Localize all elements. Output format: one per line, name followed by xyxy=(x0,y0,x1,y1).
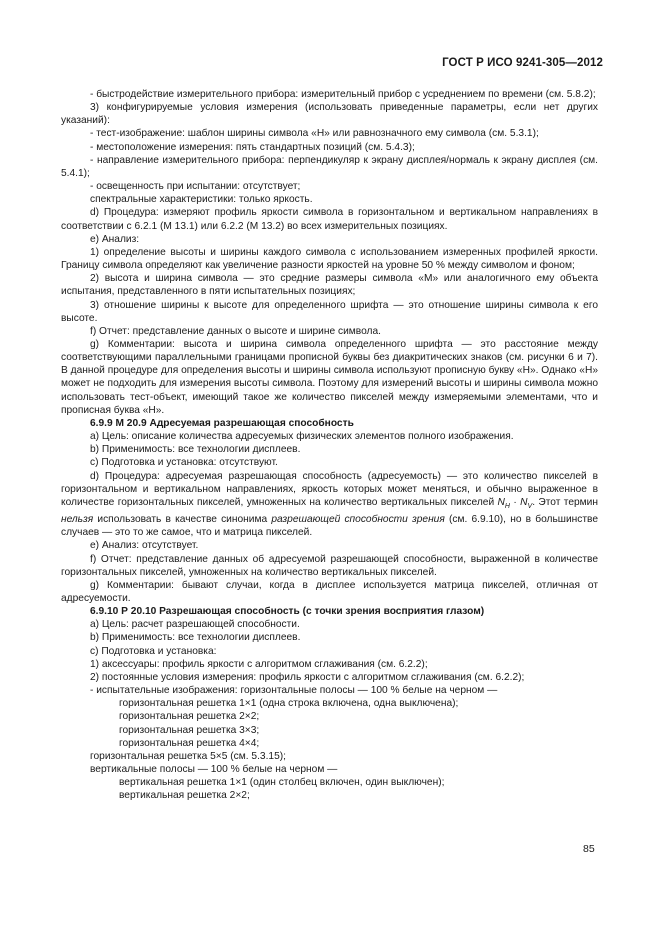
text-span: . Этот термин xyxy=(532,496,598,508)
paragraph: c) Подготовка и установка: xyxy=(90,645,217,657)
paragraph: - освещенность при испытании: отсутствует; xyxy=(90,181,301,193)
paragraph: - испытательные изображения: горизонтальные полосы — 100 % белые на черном — xyxy=(90,685,498,697)
paragraph: f) Отчет: представление данных об адресуемой разрешающей способности, выраженной в количестве горизонтальных пикселей, умноженных на количество вертикальных пикселей. xyxy=(61,553,598,578)
list-item: горизонтальная решетка 1×1 (одна строка включена, одна выключена); xyxy=(119,698,459,710)
text-span: (см. 6.9.10), но в большинстве случаев — это то же самое, что и матрица пикселей. xyxy=(61,514,598,539)
list-item: горизонтальная решетка 5×5 (см. 5.3.15); xyxy=(90,750,286,762)
text-span: d) Процедура: адресуемая разрешающая способность (адресуемость) — это количество пикселей в горизонтальном и вертикальном направлениях, яркость которых может меняться, и обычно выраженное в количестве горизонтальных пикселей, умноженных на количество вертикальных пикселей xyxy=(61,470,598,508)
emphasis-text: нельзя xyxy=(61,514,94,526)
formula-nh: $N_H$ xyxy=(497,496,510,510)
emphasis-text: разрешающей способности зрения xyxy=(271,514,445,526)
paragraph: 3) конфигурируемые условия измерения (использовать приведенные параметры, если нет других указаний): xyxy=(61,102,598,127)
paragraph: 1) аксессуары: профиль яркости с алгоритмом сглаживания (см. 6.2.2); xyxy=(90,658,428,670)
list-item: горизонтальная решетка 4×4; xyxy=(119,737,260,749)
paragraph: спектральные характеристики: только яркость. xyxy=(90,194,313,206)
list-item: горизонтальная решетка 2×2; xyxy=(119,711,260,723)
paragraph: g) Комментарии: бывают случаи, когда в дисплее используется матрица пикселей, отличная от адресуемости. xyxy=(61,579,598,604)
paragraph: a) Цель: расчет разрешающей способности. xyxy=(90,619,300,631)
document-header: ГОСТ Р ИСО 9241-305—2012 xyxy=(442,57,603,69)
paragraph: b) Применимость: все технологии дисплеев. xyxy=(90,444,301,456)
page-body xyxy=(61,88,598,802)
paragraph: - тест-изображение: шаблон ширины символа «Н» или равнозначного ему символа (см. 5.3.1); xyxy=(90,128,539,140)
paragraph: e) Анализ: xyxy=(90,233,140,245)
paragraph: d) Процедура: измеряют профиль яркости символа в горизонтальном и вертикальном направлениях в соответствии с 6.2.1 (М 13.1) или 6.2.2 (М 13.2) во всех измерительных позициях. xyxy=(61,207,598,232)
paragraph-procedure: d) Процедура: адресуемая разрешающая способность (адресуемость) — это количество пикселей в горизонтальном и вертикальном направлениях, яркость которых может меняться, и обычно выраженное в количестве горизонтальных пикселей, умноженных на количество вертикальных пикселей $N_H \cdot N_V$. Этот термин нельзя использовать в качестве синонима разрешающей способности зрения (см. 6.9.10), но в большинстве случаев — это то же самое, что и матрица пикселей. xyxy=(61,470,598,539)
formula-nv: $N_V$ xyxy=(520,496,533,510)
list-item: вертикальная решетка 2×2; xyxy=(119,790,250,802)
section-heading: 6.9.10 Р 20.10 Разрешающая способность (с точки зрения восприятия глазом) xyxy=(90,606,485,618)
list-item: вертикальная решетка 1×1 (один столбец включен, один выключен); xyxy=(119,777,445,789)
section-heading: 6.9.9 М 20.9 Адресуемая разрешающая способность xyxy=(90,417,354,429)
paragraph: g) Комментарии: высота и ширина символа определенного шрифта — это расстояние между соответствующими параллельными границами прописной буквы без диакритических знаков (см. рисунки 6 и 7). В данной процедуре для определения высоты и ширины символа используют прописную букву «Н». Однако «Н» может не подходить для измерения высоты символа. Поэтому для измерений высоты и ширины символа можно использовать тест-объект, имеющий такое же количество пикселей между измеряемыми элементами, что и прописная буква «Н». xyxy=(61,338,598,416)
paragraph: 3) отношение ширины к высоте для определенного шрифта — это отношение ширины символа к его высоте. xyxy=(61,299,598,324)
paragraph: f) Отчет: представление данных о высоте и ширине символа. xyxy=(90,325,381,337)
paragraph: e) Анализ: отсутствует. xyxy=(90,540,199,552)
paragraph: - быстродействие измерительного прибора: измерительный прибор с усреднением по времени (см. 5.8.2); xyxy=(90,89,596,100)
paragraph: c) Подготовка и установка: отсутствуют. xyxy=(90,457,278,469)
list-item: вертикальные полосы — 100 % белые на черном — xyxy=(90,764,338,775)
paragraph: 2) высота и ширина символа — это средние размеры символа «М» или аналогичного ему объекта испытания, представленного в пяти испытательных позициях; xyxy=(61,273,598,298)
page-number: 85 xyxy=(583,843,595,855)
list-item: горизонтальная решетка 3×3; xyxy=(119,724,260,736)
paragraph: b) Применимость: все технологии дисплеев. xyxy=(90,632,301,644)
paragraph: a) Цель: описание количества адресуемых физических элементов полного изображения. xyxy=(90,431,514,443)
paragraph: - местоположение измерения: пять стандартных позиций (см. 5.4.3); xyxy=(90,141,415,153)
paragraph: 2) постоянные условия измерения: профиль яркости с алгоритмом сглаживания (см. 6.2.2); xyxy=(90,671,525,683)
paragraph: - направление измерительного прибора: перпендикуляр к экрану дисплея/нормаль к экрану дисплея (см. 5.4.1); xyxy=(61,154,598,179)
paragraph: 1) определение высоты и ширины каждого символа с использованием измеренных профилей яркости. Границу символа определяют как увеличение разности яркостей на уровне 50 % между символом и фоном; xyxy=(61,246,598,272)
text-span: использовать в качестве синонима xyxy=(93,514,272,526)
